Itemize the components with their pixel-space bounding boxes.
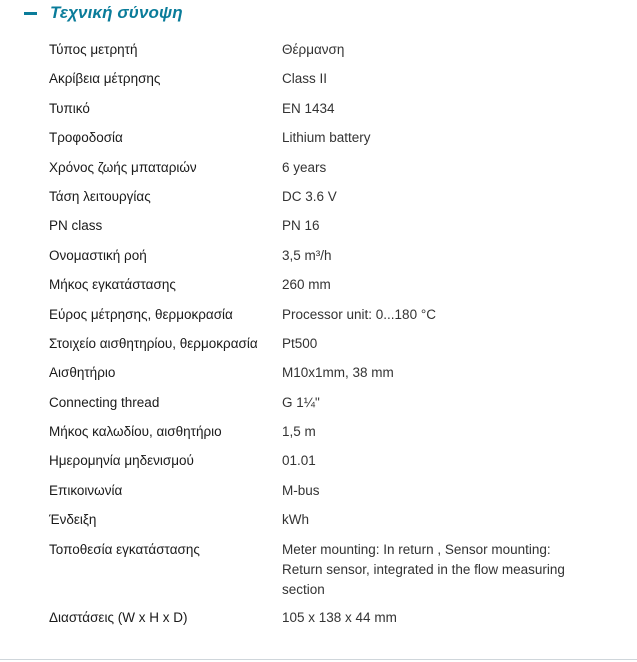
spec-label: Τροφοδοσία: [49, 130, 123, 146]
spec-value: M-bus: [282, 482, 320, 498]
spec-label: Τύπος μετρητή: [49, 42, 138, 57]
spec-label: Ένδειξη: [49, 512, 97, 528]
spec-value: M10x1mm, 38 mm: [282, 365, 394, 381]
spec-row: [0, 388, 637, 417]
spec-row: [0, 476, 637, 505]
spec-row: [0, 64, 637, 93]
spec-row: [0, 35, 637, 64]
spec-value: 1,5 m: [282, 424, 316, 440]
spec-value: PN 16: [282, 218, 320, 234]
spec-label: Connecting thread: [49, 394, 160, 410]
spec-row: [0, 505, 637, 534]
spec-label: Αισθητήριο: [49, 365, 116, 381]
spec-value: Class II: [282, 71, 328, 87]
spec-row: [0, 417, 637, 446]
section-divider: [0, 659, 637, 660]
spec-row: [0, 182, 637, 211]
spec-row: [0, 358, 637, 387]
spec-row: [0, 446, 637, 475]
spec-label: Χρόνος ζωής μπαταριών: [49, 159, 197, 175]
spec-value: Lithium battery: [282, 130, 371, 146]
spec-row: [0, 535, 637, 603]
spec-label: Ονομαστική ροή: [49, 247, 147, 263]
spec-row: [0, 211, 637, 240]
spec-label: Μήκος καλωδίου, αισθητήριο: [49, 424, 222, 440]
spec-label: Ημερομηνία μηδενισμού: [49, 453, 194, 469]
spec-label: Τάση λειτουργίας: [49, 188, 151, 204]
spec-row: [0, 153, 637, 182]
spec-row: [0, 603, 637, 632]
spec-value: Pt500: [282, 335, 318, 351]
spec-label: Τυπικό: [49, 100, 90, 116]
spec-label: Επικοινωνία: [49, 482, 123, 498]
minus-icon[interactable]: [24, 12, 37, 15]
spec-value: kWh: [282, 512, 309, 528]
spec-label: PN class: [49, 218, 103, 234]
spec-value: G 1¼": [282, 394, 320, 410]
spec-label: Διαστάσεις (W x H x D): [49, 609, 188, 625]
spec-value: Θέρμανση: [282, 42, 345, 57]
spec-value: 260 mm: [282, 277, 331, 293]
spec-label: Ακρίβεια μέτρησης: [49, 71, 161, 87]
spec-row: [0, 329, 637, 358]
spec-value: 6 years: [282, 159, 327, 175]
spec-row: [0, 123, 637, 152]
spec-row: [0, 94, 637, 123]
spec-label: Εύρος μέτρησης, θερμοκρασία: [49, 306, 233, 322]
spec-label: Στοιχείο αισθητηρίου, θερμοκρασία: [49, 335, 258, 351]
spec-value: Processor unit: 0...180 °C: [282, 306, 436, 322]
spec-label: Τοποθεσία εγκατάστασης: [49, 541, 200, 557]
spec-row: [0, 300, 637, 329]
spec-value: 01.01: [282, 453, 316, 469]
spec-label: Μήκος εγκατάστασης: [49, 277, 176, 293]
spec-row: [0, 241, 637, 270]
spec-value: 3,5 m³/h: [282, 247, 332, 263]
spec-value: Meter mounting: In return , Sensor mounting: Return sensor, integrated in the flow measuring section: [282, 541, 565, 597]
spec-row: [0, 270, 637, 299]
section-header-toggle[interactable]: [24, 0, 183, 26]
section-title: Τεχνική σύνοψη: [50, 3, 183, 22]
spec-value: EN 1434: [282, 100, 335, 116]
spec-table: [0, 35, 637, 632]
spec-value: 105 x 138 x 44 mm: [282, 609, 397, 625]
spec-value: DC 3.6 V: [282, 188, 337, 204]
